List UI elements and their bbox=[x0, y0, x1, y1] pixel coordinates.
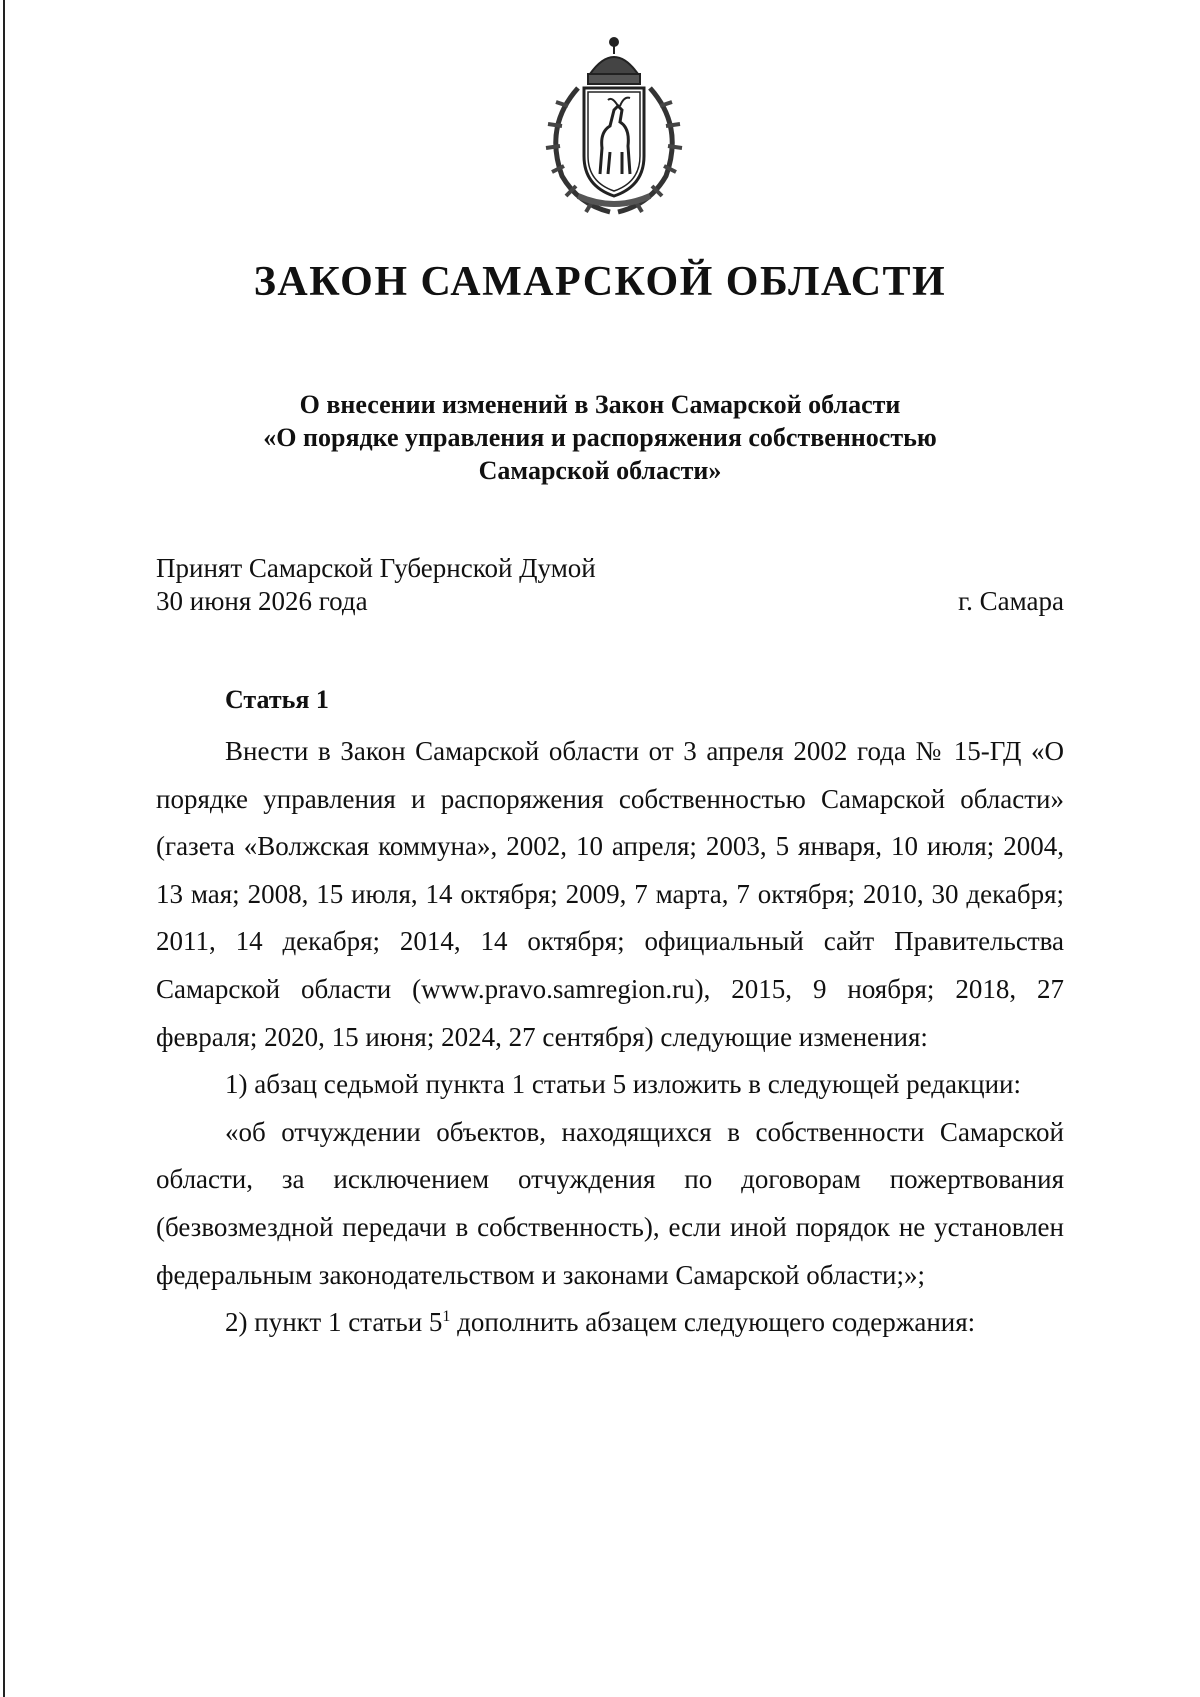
subtitle-line: О внесении изменений в Закон Самарской области bbox=[299, 390, 901, 419]
article-heading: Статья 1 bbox=[225, 685, 329, 714]
samara-coat-of-arms-icon bbox=[538, 36, 690, 216]
law-subtitle bbox=[0, 388, 1200, 487]
paragraph-text: дополнить абзацем следующего содержания: bbox=[450, 1307, 976, 1338]
paragraph: «об отчуждении объектов, находящихся в собственности Самарской области, за исключением отчуждения по договорам пожертвования (безвозмездной передачи в собственность), если иной порядок не установлен федеральным законодательством и законами Самарской области;»; bbox=[156, 1116, 1064, 1290]
adoption-info bbox=[156, 552, 596, 618]
paragraph: 1) абзац седьмой пункта 1 статьи 5 изложить в следующей редакции: bbox=[225, 1069, 1021, 1100]
subtitle-line: Самарской области» bbox=[478, 456, 722, 485]
paragraph-text: 2) пункт 1 статьи 5 bbox=[225, 1307, 443, 1338]
article-body bbox=[156, 728, 1064, 1347]
subtitle-line: «О порядке управления и распоряжения собственностью bbox=[263, 423, 937, 452]
paragraph bbox=[156, 1299, 1064, 1347]
page-left-edge bbox=[3, 0, 5, 1697]
adopted-by: Принят Самарской Губернской Думой bbox=[156, 553, 596, 583]
paragraph: Внести в Закон Самарской области от 3 апреля 2002 года № 15-ГД «О порядке управления и распоряжения собственностью Самарской области» (газета «Волжская коммуна», 2002, 10 апреля; 2003, 5 января, 10 июля; 2004, 13 мая; 2008, 15 июля, 14 октября; 2009, 7 марта, 7 октября; 2010, 30 декабря; 2011, 14 декабря; 2014, 14 октября; официальный сайт Правительства Самарской области (www.pravo.samregion.ru), 2015, 9 ноября; 2018, 27 февраля; 2020, 15 июня; 2024, 27 сентября) следующие изменения: bbox=[156, 736, 1064, 1052]
law-title: ЗАКОН САМАРСКОЙ ОБЛАСТИ bbox=[253, 259, 947, 305]
adopted-date: 30 июня 2026 года bbox=[156, 586, 368, 616]
city: г. Самара bbox=[958, 586, 1064, 616]
superscript: 1 bbox=[442, 1308, 451, 1326]
